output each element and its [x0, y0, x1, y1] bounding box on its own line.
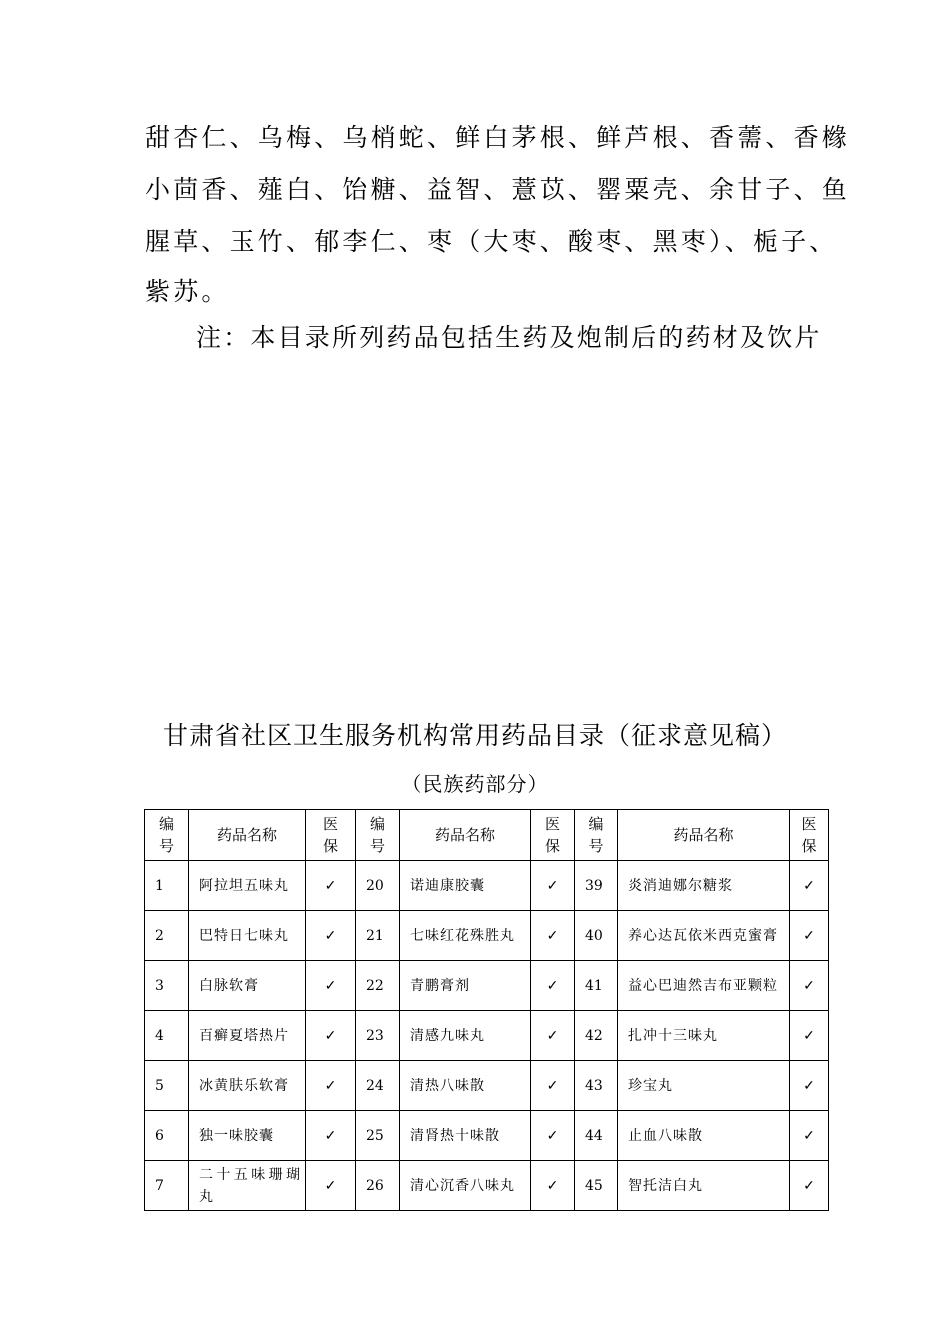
header-name: 药品名称 [618, 810, 790, 861]
header-num: 编 号 [145, 810, 189, 861]
insurance-check-icon: ✓ [790, 1011, 829, 1061]
table-row [145, 1011, 829, 1061]
drug-number: 7 [145, 1161, 189, 1211]
drug-name: 清肾热十味散 [400, 1111, 531, 1161]
drug-number: 6 [145, 1111, 189, 1161]
header-insurance: 医 保 [531, 810, 575, 861]
table-row [145, 961, 829, 1011]
drug-name: 智托洁白丸 [618, 1161, 790, 1211]
drug-name: 扎冲十三味丸 [618, 1011, 790, 1061]
drug-number: 3 [145, 961, 189, 1011]
drug-number: 20 [356, 861, 400, 911]
drug-name: 珍宝丸 [618, 1061, 790, 1111]
document-title: 甘肃省社区卫生服务机构常用药品目录（征求意见稿） [162, 721, 787, 750]
drug-name: 诺迪康胶囊 [400, 861, 531, 911]
insurance-check-icon: ✓ [531, 1161, 575, 1211]
drug-name: 七味红花殊胜丸 [400, 911, 531, 961]
table-row [145, 1111, 829, 1161]
catalog-note: 注：本目录所列药品包括生药及炮制后的药材及饮片 [196, 323, 822, 352]
drug-number: 22 [356, 961, 400, 1011]
drug-number: 5 [145, 1061, 189, 1111]
insurance-check-icon: ✓ [306, 1161, 356, 1211]
insurance-check-icon: ✓ [790, 1161, 829, 1211]
table-row [145, 911, 829, 961]
drug-name: 阿拉坦五味丸 [189, 861, 306, 911]
paragraph-line: 甜杏仁、乌梅、乌梢蛇、鲜白茅根、鲜芦根、香薷、香橼 [145, 123, 851, 152]
drug-number: 23 [356, 1011, 400, 1061]
drug-number: 4 [145, 1011, 189, 1061]
header-num: 编 号 [356, 810, 400, 861]
drug-name: 百癣夏塔热片 [189, 1011, 306, 1061]
drug-name: 养心达瓦依米西克蜜膏 [618, 911, 790, 961]
insurance-check-icon: ✓ [531, 961, 575, 1011]
header-num: 编 号 [575, 810, 618, 861]
drug-number: 21 [356, 911, 400, 961]
drug-name: 二十五味珊瑚丸 [189, 1161, 306, 1211]
drug-number: 42 [575, 1011, 618, 1061]
drug-number: 43 [575, 1061, 618, 1111]
insurance-check-icon: ✓ [531, 911, 575, 961]
insurance-check-icon: ✓ [306, 1111, 356, 1161]
drug-catalog-table [144, 809, 829, 1211]
drug-number: 40 [575, 911, 618, 961]
table-row [145, 1061, 829, 1111]
drug-name: 炎消迪娜尔糖浆 [618, 861, 790, 911]
drug-name: 巴特日七味丸 [189, 911, 306, 961]
table-row [145, 1161, 829, 1211]
drug-name: 独一味胶囊 [189, 1111, 306, 1161]
insurance-check-icon: ✓ [531, 1061, 575, 1111]
drug-name: 清心沉香八味丸 [400, 1161, 531, 1211]
header-name: 药品名称 [189, 810, 306, 861]
document-subtitle: （民族药部分） [401, 772, 549, 796]
drug-name: 清热八味散 [400, 1061, 531, 1111]
table-header-row [145, 810, 829, 861]
insurance-check-icon: ✓ [790, 1111, 829, 1161]
insurance-check-icon: ✓ [306, 1011, 356, 1061]
drug-name: 止血八味散 [618, 1111, 790, 1161]
drug-number: 44 [575, 1111, 618, 1161]
header-insurance: 医 保 [790, 810, 829, 861]
insurance-check-icon: ✓ [531, 1111, 575, 1161]
insurance-check-icon: ✓ [790, 1061, 829, 1111]
insurance-check-icon: ✓ [790, 961, 829, 1011]
table-row [145, 861, 829, 911]
header-name: 药品名称 [400, 810, 531, 861]
drug-name: 白脉软膏 [189, 961, 306, 1011]
insurance-check-icon: ✓ [306, 1061, 356, 1111]
paragraph-line: 小茴香、薤白、饴糖、益智、薏苡、罂粟壳、余甘子、鱼 [145, 175, 851, 204]
drug-number: 45 [575, 1161, 618, 1211]
insurance-check-icon: ✓ [306, 961, 356, 1011]
drug-name: 益心巴迪然吉布亚颗粒 [618, 961, 790, 1011]
paragraph-line: 紫苏。 [145, 277, 230, 306]
drug-number: 25 [356, 1111, 400, 1161]
insurance-check-icon: ✓ [790, 911, 829, 961]
drug-number: 41 [575, 961, 618, 1011]
drug-name: 青鹏膏剂 [400, 961, 531, 1011]
paragraph-line: 腥草、玉竹、郁李仁、枣（大枣、酸枣、黑枣）、栀子、 [145, 227, 838, 256]
insurance-check-icon: ✓ [531, 1011, 575, 1061]
drug-name: 冰黄肤乐软膏 [189, 1061, 306, 1111]
insurance-check-icon: ✓ [790, 861, 829, 911]
header-insurance: 医 保 [306, 810, 356, 861]
insurance-check-icon: ✓ [306, 861, 356, 911]
drug-number: 1 [145, 861, 189, 911]
drug-number: 2 [145, 911, 189, 961]
drug-name: 清感九味丸 [400, 1011, 531, 1061]
drug-number: 24 [356, 1061, 400, 1111]
drug-number: 26 [356, 1161, 400, 1211]
insurance-check-icon: ✓ [306, 911, 356, 961]
insurance-check-icon: ✓ [531, 861, 575, 911]
drug-number: 39 [575, 861, 618, 911]
